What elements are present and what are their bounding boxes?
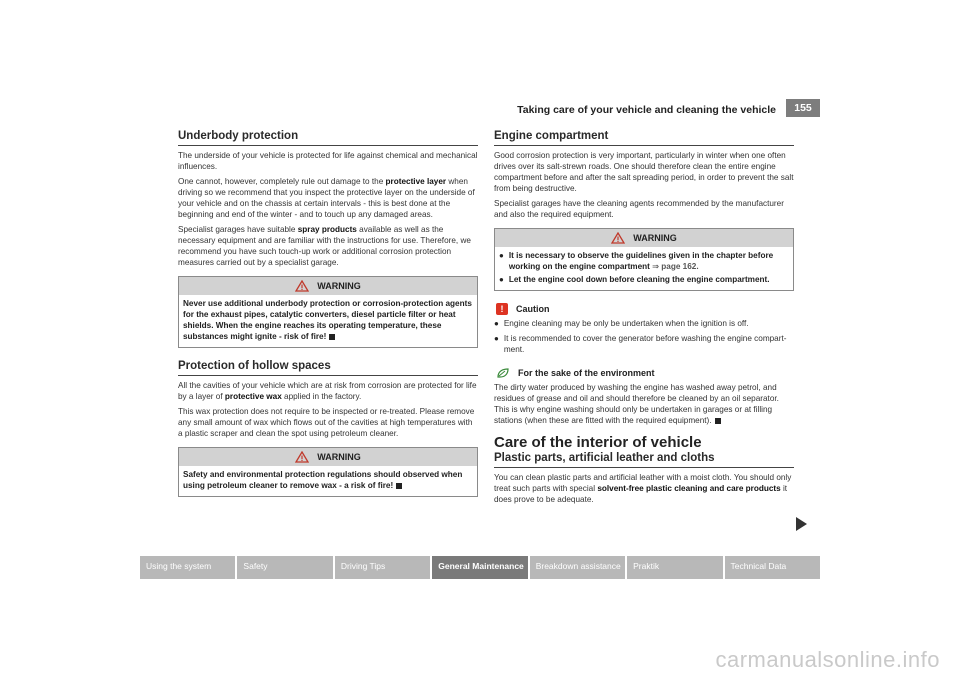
hollow-p2: This wax protection does not require to be inspected or re-treated. Please remove any small amount of wax which flows out of the cavities at high temperatures with a plastic scraper and clean the spot using petroleum cleaner.	[178, 407, 475, 438]
warning-triangle-icon	[295, 451, 309, 463]
engine-compartment-heading: Engine compartment	[494, 130, 794, 146]
warning-bullet: ● It is necessary to observe the guidelines given in the chapter before working on the engine compartment ⇒ page 162.	[499, 251, 774, 271]
nav-tab-technical-data[interactable]: Technical Data	[725, 556, 820, 579]
caution-icon: !	[496, 303, 508, 315]
warning-triangle-icon	[295, 280, 309, 292]
right-column	[494, 130, 794, 509]
warning-text: Never use additional underbody protection or corrosion-protection agents for the exhaust pipes, catalytic converters, diesel particle filter or heat shields. When the engine reaches its operating temperature, these substances might ignite - risk of fire!	[183, 299, 472, 341]
underbody-warning-box	[178, 276, 478, 348]
plastic-parts-heading: Plastic parts, artificial leather and cloths	[494, 452, 794, 468]
underbody-p2: One cannot, however, completely rule out damage to the protective layer when driving so we recommend that you inspect the protective layer on the underside of your vehicle and on the chassis at certain intervals - this is best done at the beginning and end of the winter - and to touch up any damaged areas.	[178, 177, 475, 219]
caution-title: Caution	[516, 304, 550, 314]
end-mark-icon	[329, 334, 335, 340]
nav-tab-using-the-system[interactable]: Using the system	[140, 556, 235, 579]
page-header-title: Taking care of your vehicle and cleaning the vehicle	[517, 104, 776, 116]
left-column	[178, 130, 478, 509]
warning-title: WARNING	[633, 233, 677, 243]
caution-header	[496, 303, 794, 315]
nav-tab-safety[interactable]: Safety	[237, 556, 332, 579]
warning-triangle-icon	[611, 232, 625, 244]
watermark: carmanualsonline.info	[715, 647, 940, 672]
warning-bullet: ● Let the engine cool down before cleaning the engine compartment.	[499, 275, 770, 284]
hollow-warning-box	[178, 447, 478, 497]
interior-chapter-title: Care of the interior of vehicle	[494, 434, 702, 451]
environment-header	[496, 367, 794, 379]
engine-p2: Specialist garages have the cleaning agents recommended by the manufacturer and also the required equipment.	[494, 199, 784, 219]
nav-tab-praktik[interactable]: Praktik	[627, 556, 722, 579]
hollow-p1: All the cavities of your vehicle which are at risk from corrosion are protected for life by a layer of protective wax applied in the factory.	[178, 381, 477, 401]
hollow-spaces-heading: Protection of hollow spaces	[178, 360, 478, 376]
engine-p1: Good corrosion protection is very important, particularly in winter when one often drives over its salt-strewn roads. One should therefore clean the entire engine compartment before and after the salt spreading period, in order to prevent the salt from being destructive.	[494, 151, 794, 193]
caution-bullet: ● It is recommended to cover the generator before washing the engine compart-ment.	[494, 334, 787, 354]
underbody-p1: The underside of your vehicle is protected for life against chemical and mechanical influences.	[178, 151, 478, 171]
nav-tab-general-maintenance[interactable]: General Maintenance	[432, 556, 527, 579]
caution-bullet: ● Engine cleaning may be only be undertaken when the ignition is off.	[494, 319, 749, 328]
nav-tab-driving-tips[interactable]: Driving Tips	[335, 556, 430, 579]
environment-title: For the sake of the environment	[518, 368, 655, 378]
plastic-p1: You can clean plastic parts and artificial leather with a moist cloth. You should only treat such parts with special solvent-free plastic cleaning and care products it does prove to be adequate.	[494, 473, 792, 504]
chapter-nav-bar	[140, 556, 820, 579]
environment-text: The dirty water produced by washing the engine has washed away petrol, and residues of grease and oil and should therefore be cleaned by an oil separator. This is why engine washing should only be undertaken in garages or at filling stations (when these are fitted with the required equipment).	[494, 383, 779, 425]
environment-icon	[496, 367, 510, 379]
page-reference-link[interactable]: ⇒ page 162.	[652, 262, 699, 271]
end-mark-icon	[396, 483, 402, 489]
underbody-heading: Underbody protection	[178, 130, 478, 146]
nav-tab-breakdown-assistance[interactable]: Breakdown assistance	[530, 556, 625, 579]
engine-warning-box	[494, 228, 794, 291]
next-page-arrow-icon[interactable]	[796, 517, 807, 531]
page-number: 155	[786, 99, 820, 117]
underbody-p3: Specialist garages have suitable spray products available as well as the necessary equipment and are familiar with the instructions for use. Therefore, we recommend you have such touch-up work or additional corrosion protection measures carried out by a specialist garage.	[178, 225, 471, 267]
warning-text: Safety and environmental protection regulations should observed when using petroleum cleaner to remove wax - a risk of fire!	[183, 470, 463, 490]
warning-title: WARNING	[317, 452, 361, 462]
end-mark-icon	[715, 418, 721, 424]
warning-title: WARNING	[317, 281, 361, 291]
